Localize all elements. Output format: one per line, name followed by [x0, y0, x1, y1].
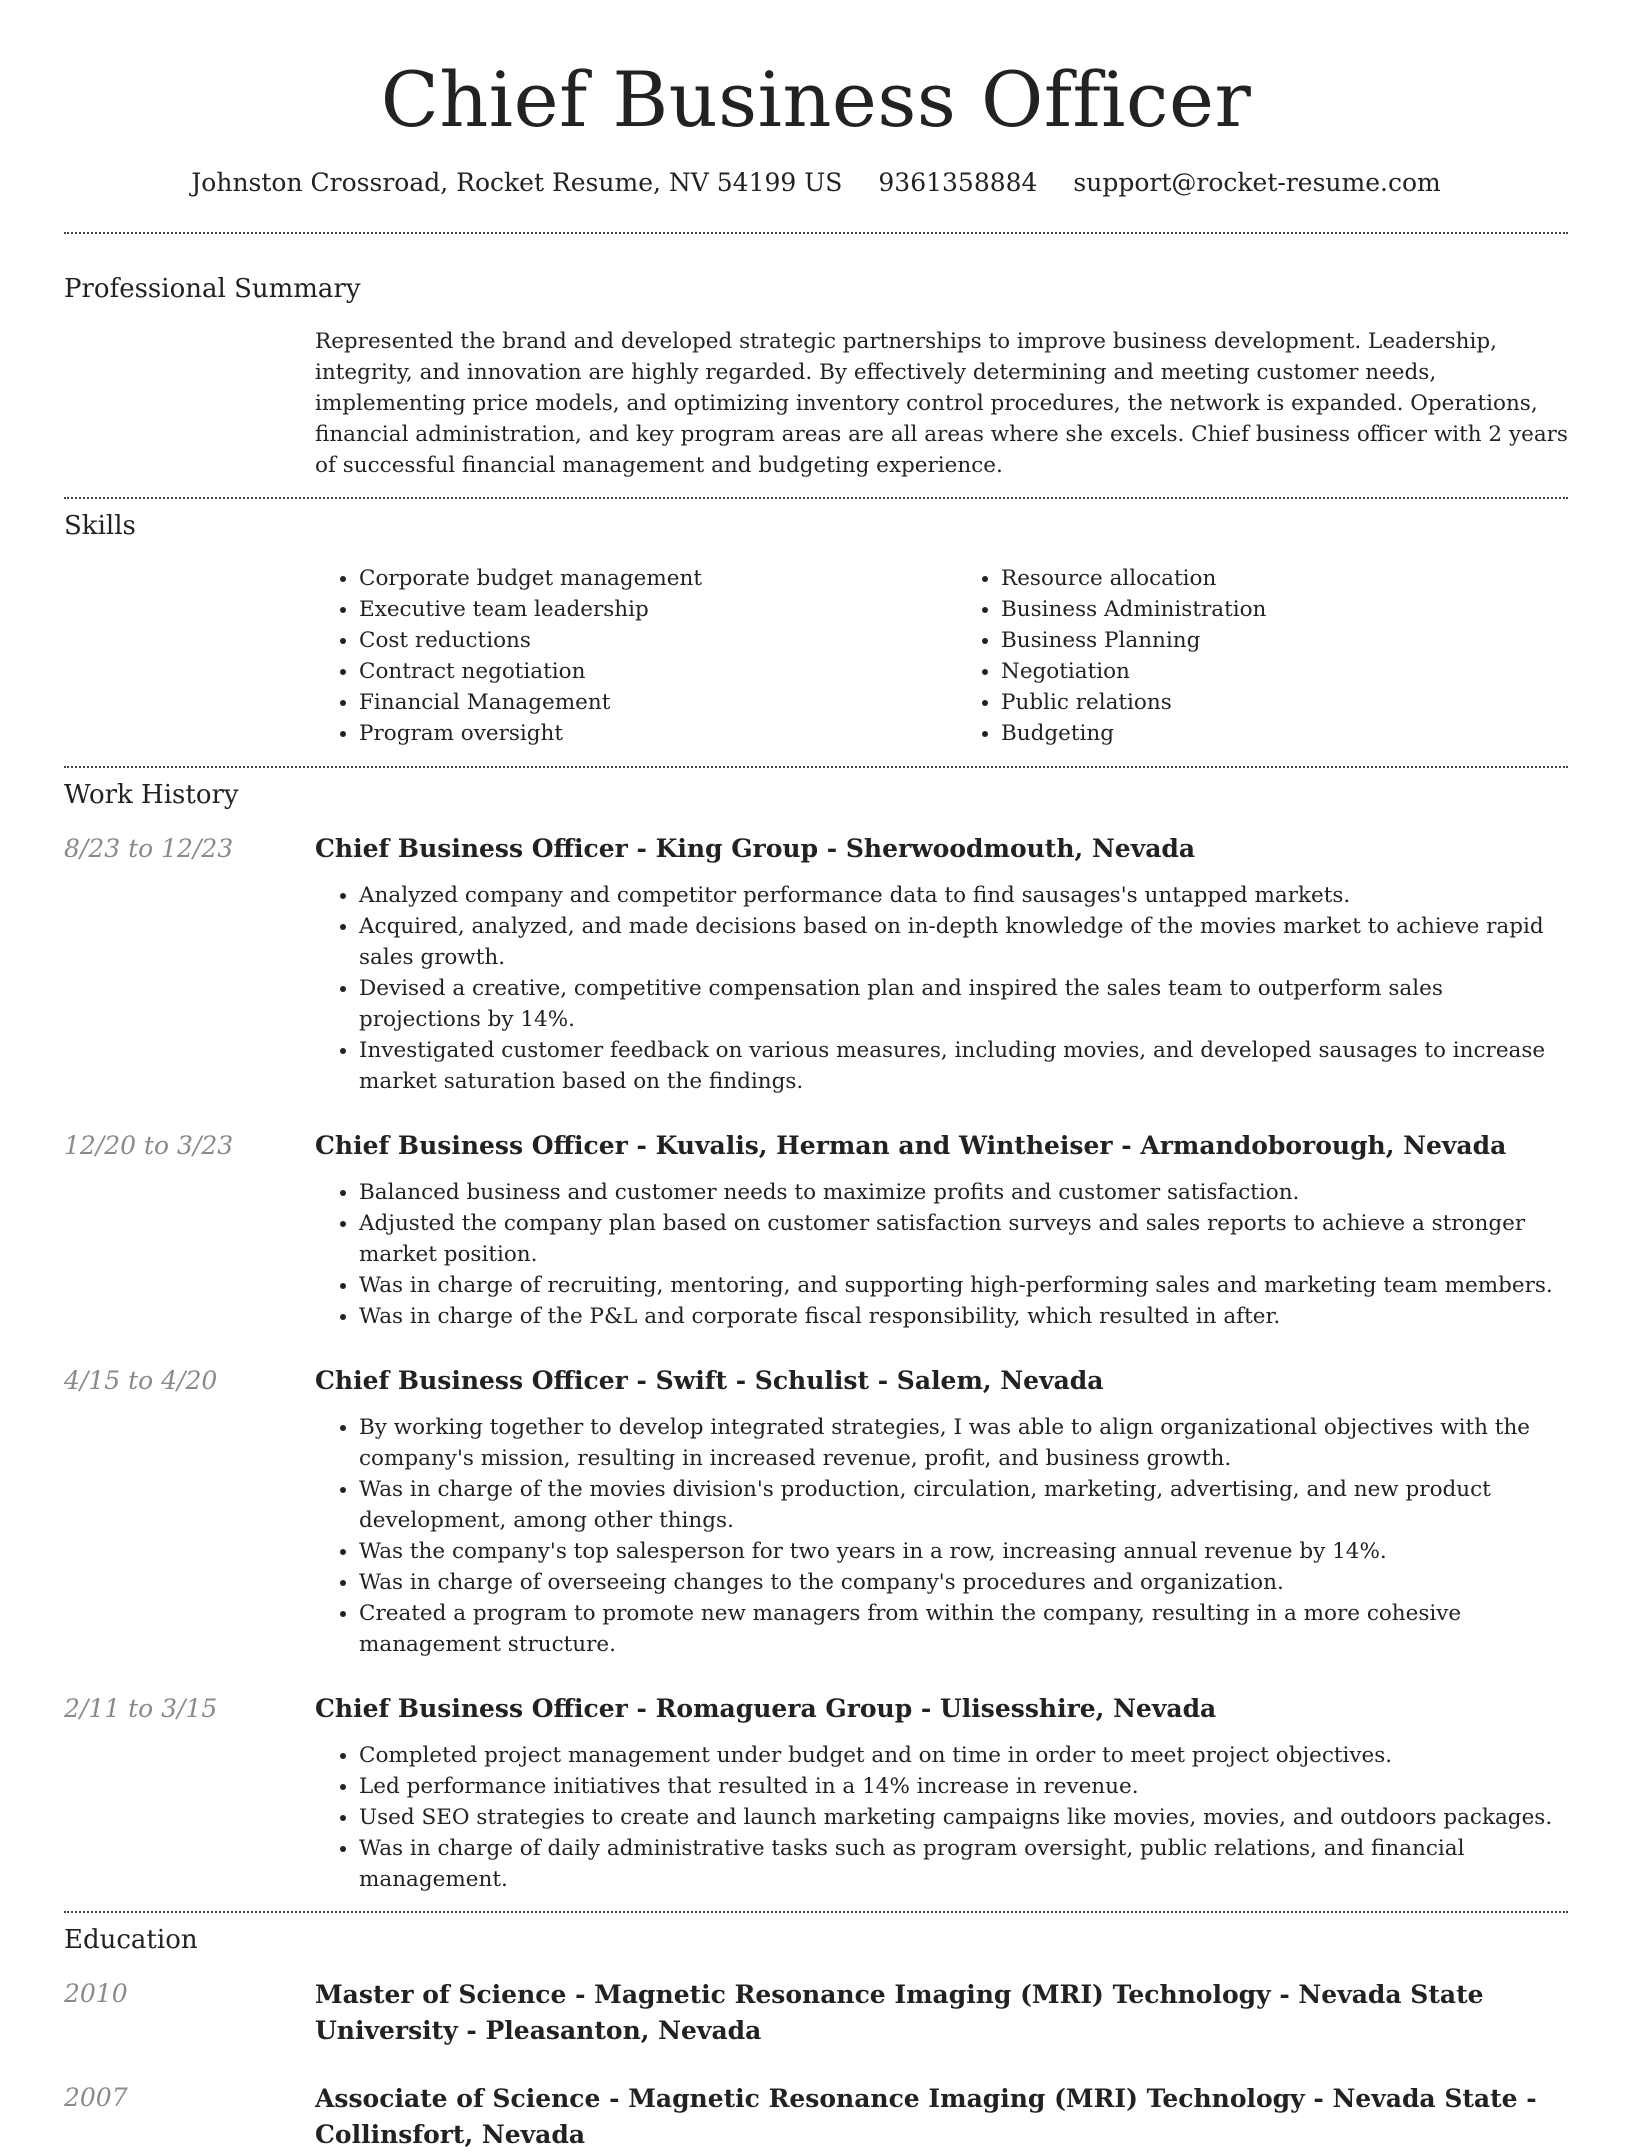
skill-item: • Resource allocation: [1001, 563, 1568, 594]
skill-item: • Corporate budget management: [359, 563, 926, 594]
work-history-section: [64, 768, 1568, 1895]
job-bullet: • Was in charge of the P&L and corporate fiscal responsibility, which resulted in after.: [359, 1301, 1568, 1332]
skills-heading: Skills: [64, 511, 136, 541]
job-bullet: • Was in charge of the movies division's production, circulation, marketing, advertising, and new product development, among other things.: [359, 1474, 1568, 1536]
skills-list-left: [315, 563, 926, 749]
skill-item: • Public relations: [1001, 687, 1568, 718]
job-bullet: • Investigated customer feedback on various measures, including movies, and developed sausages to increase market saturation based on the findings.: [359, 1035, 1568, 1097]
contact-line: [64, 166, 1568, 200]
job-bullet: • Balanced business and customer needs to maximize profits and customer satisfaction.: [359, 1177, 1568, 1208]
education-section: [64, 1913, 1568, 2153]
job-bullets: [315, 1740, 1568, 1895]
job-bullet: • Completed project management under budget and on time in order to meet project objectives.: [359, 1740, 1568, 1771]
education-title: Master of Science - Magnetic Resonance Imaging (MRI) Technology - Nevada State University - Pleasanton, Nevada: [315, 1980, 1484, 2045]
job-bullets: [315, 1412, 1568, 1660]
contact-address: Johnston Crossroad, Rocket Resume, NV 54199 US: [191, 168, 843, 197]
job-title: Chief Business Officer - Swift - Schulist - Salem, Nevada: [315, 1366, 1104, 1395]
skills-grid: [315, 563, 1568, 749]
job-bullet: • Was in charge of overseeing changes to the company's procedures and organization.: [359, 1567, 1568, 1598]
job-entry: [64, 1364, 1568, 1660]
summary-text: Represented the brand and developed strategic partnerships to improve business development. Leadership, integrity, and innovation are highly regarded. By effectively determining and meeting customer needs, implementing price models, and optimizing inventory control procedures, the network is expanded. Operations, financial administration, and key program areas are all areas where she excels. Chief business officer with 2 years of successful financial management and budgeting experience.: [315, 329, 1568, 478]
skill-item: • Negotiation: [1001, 656, 1568, 687]
job-entry: [64, 1692, 1568, 1895]
skill-item: • Cost reductions: [359, 625, 926, 656]
job-bullet: • Was the company's top salesperson for two years in a row, increasing annual revenue by 14%.: [359, 1536, 1568, 1567]
education-year: 2010: [64, 1979, 128, 2008]
job-dates: 4/15 to 4/20: [64, 1366, 218, 1395]
education-entry: [64, 1977, 1568, 2049]
skills-list-right: [926, 563, 1568, 749]
job-bullet: • Used SEO strategies to create and launch marketing campaigns like movies, movies, and outdoors packages.: [359, 1802, 1568, 1833]
job-dates: 12/20 to 3/23: [64, 1131, 234, 1160]
job-bullet: • Devised a creative, competitive compensation plan and inspired the sales team to outperform sales projections by 14%.: [359, 973, 1568, 1035]
job-bullets: [315, 1177, 1568, 1332]
skill-item: • Program oversight: [359, 718, 926, 749]
job-bullet: • Created a program to promote new managers from within the company, resulting in a more cohesive management structure.: [359, 1598, 1568, 1660]
resume-header: [64, 0, 1568, 200]
contact-phone: 9361358884: [878, 168, 1038, 197]
job-bullet: • Led performance initiatives that resulted in a 14% increase in revenue.: [359, 1771, 1568, 1802]
education-entry: [64, 2081, 1568, 2153]
skills-left-spacer: [64, 563, 315, 749]
job-bullets: [315, 880, 1568, 1097]
summary-left-spacer: [64, 326, 315, 481]
job-dates: 2/11 to 3/15: [64, 1694, 218, 1723]
job-bullet: • Adjusted the company plan based on customer satisfaction surveys and sales reports to achieve a stronger market position.: [359, 1208, 1568, 1270]
skill-item: • Business Planning: [1001, 625, 1568, 656]
skills-section: [64, 499, 1568, 749]
job-bullet: • Was in charge of daily administrative tasks such as program oversight, public relations, and financial management.: [359, 1833, 1568, 1895]
job-dates: 8/23 to 12/23: [64, 834, 234, 863]
education-year: 2007: [64, 2083, 128, 2112]
summary-heading: Professional Summary: [64, 274, 361, 304]
skill-item: • Financial Management: [359, 687, 926, 718]
summary-section: [64, 234, 1568, 481]
job-title: Chief Business Officer - Romaguera Group - Ulisesshire, Nevada: [315, 1694, 1217, 1723]
job-bullet: • Analyzed company and competitor performance data to find sausages's untapped markets.: [359, 880, 1568, 911]
contact-email: support@rocket-resume.com: [1073, 168, 1441, 197]
job-title: Chief Business Officer - Kuvalis, Herman and Wintheiser - Armandoborough, Nevada: [315, 1131, 1507, 1160]
candidate-name: Chief Business Officer: [380, 55, 1252, 144]
education-heading: Education: [64, 1925, 198, 1955]
work-history-heading: Work History: [64, 780, 239, 810]
education-title: Associate of Science - Magnetic Resonance Imaging (MRI) Technology - Nevada State - Collinsfort, Nevada: [315, 2084, 1537, 2149]
skill-item: • Business Administration: [1001, 594, 1568, 625]
resume-page: [64, 0, 1568, 2153]
skill-item: • Executive team leadership: [359, 594, 926, 625]
job-bullet: • Was in charge of recruiting, mentoring, and supporting high-performing sales and marketing team members.: [359, 1270, 1568, 1301]
job-entry: [64, 1129, 1568, 1332]
job-bullet: • By working together to develop integrated strategies, I was able to align organizational objectives with the company's mission, resulting in increased revenue, profit, and business growth.: [359, 1412, 1568, 1474]
job-bullet: • Acquired, analyzed, and made decisions based on in-depth knowledge of the movies market to achieve rapid sales growth.: [359, 911, 1568, 973]
job-entry: [64, 832, 1568, 1097]
skill-item: • Budgeting: [1001, 718, 1568, 749]
skill-item: • Contract negotiation: [359, 656, 926, 687]
job-title: Chief Business Officer - King Group - Sherwoodmouth, Nevada: [315, 834, 1196, 863]
